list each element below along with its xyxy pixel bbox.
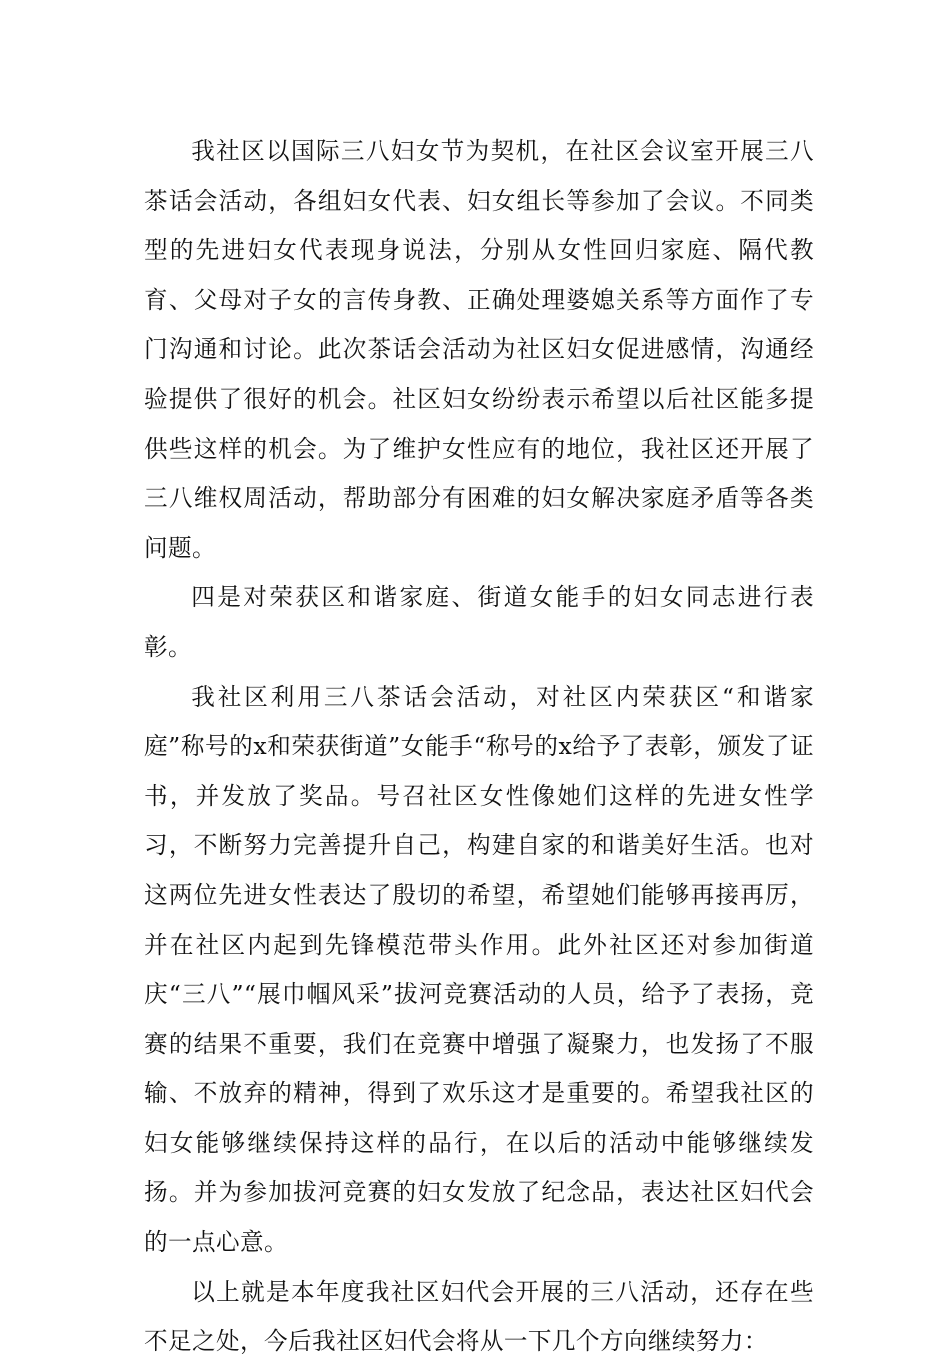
paragraph-commendation-details: 我社区利用三八茶话会活动，对社区内荣获区“和谐家庭”称号的x和荣获街道”女能手“称号的x给予了表彰，颁发了证书，并发放了奖品。号召社区女性像她们这样的先进女性学习，不断努力完善提升自己，构建自家的和谐美好生活。也对这两位先进女性表达了殷切的希望，希望她们能够再接再厉，并在社区内起到先锋模范带头作用。此外社区还对参加街道庆“三八”“展巾帼风采”拔河竞赛活动的人员，给予了表扬，竞赛的结果不重要，我们在竞赛中增强了凝聚力，也发扬了不服输、不放弃的精神，得到了欢乐这才是重要的。希望我社区的妇女能够继续保持这样的品行，在以后的活动中能够继续发扬。并为参加拔河竞赛的妇女发放了纪念品，表达社区妇代会的一点心意。	[144, 682, 814, 1257]
document-body	[144, 127, 814, 1367]
paragraph-commendation-heading: 四是对荣获区和谐家庭、街道女能手的妇女同志进行表彰。	[144, 583, 814, 661]
paragraph-tea-party: 我社区以国际三八妇女节为契机，在社区会议室开展三八茶话会活动，各组妇女代表、妇女组长等参加了会议。不同类型的先进妇女代表现身说法，分别从女性回归家庭、隔代教育、父母对子女的言传身教、正确处理婆媳关系等方面作了专门沟通和讨论。此次茶话会活动为社区妇女促进感情，沟通经验提供了很好的机会。社区妇女纷纷表示希望以后社区能多提供些这样的机会。为了维护女性应有的地位，我社区还开展了三八维权周活动，帮助部分有困难的妇女解决家庭矛盾等各类问题。	[144, 137, 814, 562]
paragraph-summary: 以上就是本年度我社区妇代会开展的三八活动，还存在些不足之处，今后我社区妇代会将从一下几个方向继续努力：	[144, 1277, 814, 1356]
